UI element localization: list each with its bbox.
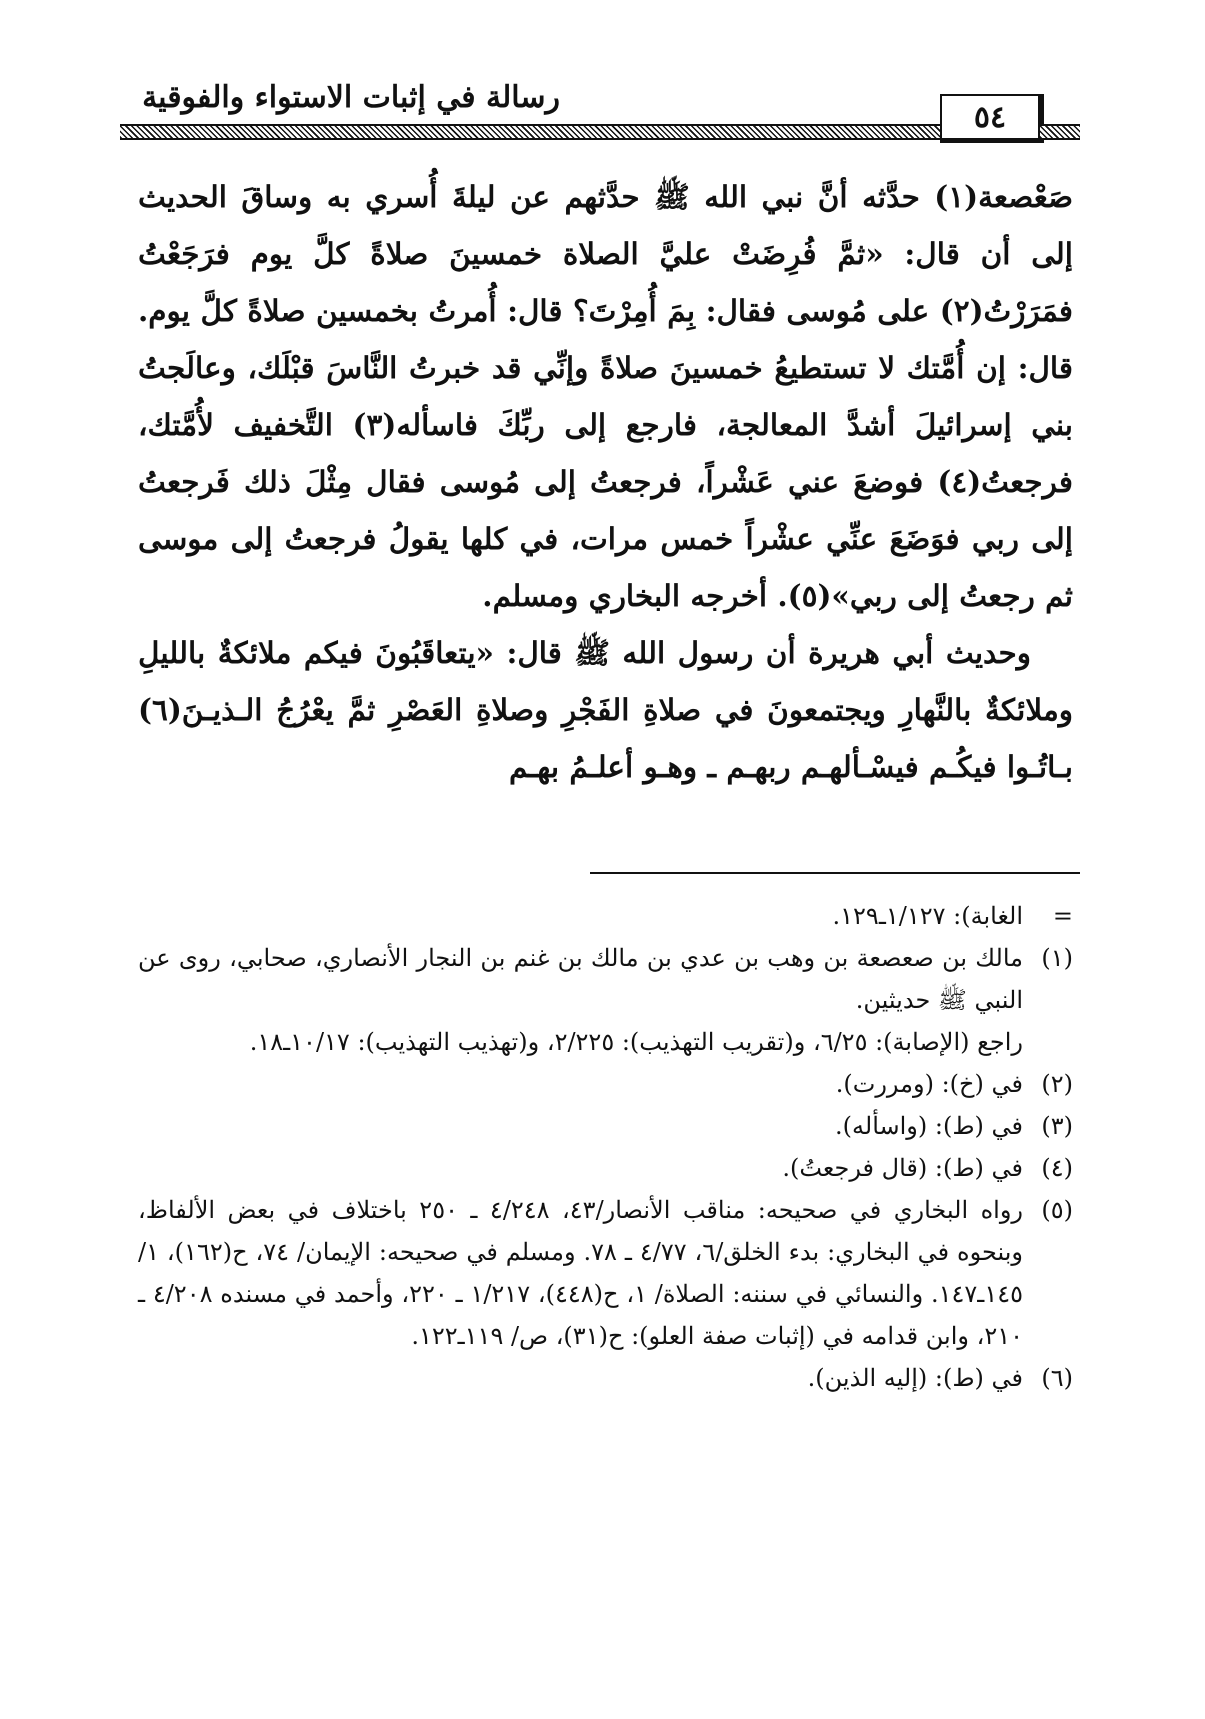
text-line: فَرجعتُ إلى ربي فوَضَعَ عنِّي عشْراً خمس مرات، في كلها يقولُ فرجعتُ إلى: [138, 464, 1073, 556]
text-line: وحديث أبي هريرة أن رسول الله ﷺ قال: «يتعاقَبُونَ فيكم ملائكةٌ: [217, 635, 1031, 670]
footnote-text: في (ط): (إليه الذين).: [807, 1364, 1023, 1392]
footnote-number: (١): [1041, 944, 1073, 972]
text-line: بالليلِ وملائكةٌ بالنَّهارِ ويجتمعونَ في صلاةِ الفَجْرِ وصلاةِ العَصْرِ ثمَّ يعْرُجُ: [138, 635, 1073, 727]
header-rule-right: [1040, 124, 1080, 140]
footnote-1-reference: [138, 1021, 1073, 1063]
footnote-text: راجع (الإصابة): ٦/٢٥، و(تقريب التهذيب): ٢/٢٢٥، و(تهذيب التهذيب): ١٠/١٧ـ١٨.: [249, 1028, 1023, 1056]
footnote-separator: [590, 872, 1080, 874]
footnote-4: [138, 1147, 1073, 1189]
footnote-2: [138, 1063, 1073, 1105]
footnote-number: (٢): [1041, 1070, 1073, 1098]
footnotes: [138, 895, 1073, 1399]
footnote-text: في (ط): (واسأله).: [835, 1112, 1023, 1140]
footnote-number: (٣): [1041, 1112, 1073, 1140]
text-line: وعالَجتُ بني إسرائيلَ أشدَّ المعالجة، فارجع إلى ربِّكَ فاسأله(٣) التَّخفيف: [138, 350, 1073, 442]
footnote-text: في (خ): (ومررت).: [835, 1070, 1023, 1098]
text-line: موسى ثم رجعتُ إلى ربي»(٥). أخرجه البخاري ومسلم.: [138, 521, 1073, 613]
text-line: يوم. قال: إن أُمَّتك لا تستطيعُ خمسينَ صلاةً وإنِّي قد خبرتُ النَّاسَ قبْلَك،: [138, 293, 1073, 385]
text-line: فمَرَرْتُ(٢) على مُوسى فقال: بِمَ أُمِرْتَ؟ قال: أُمرتُ بخمسين صلاةً كلَّ: [200, 293, 1073, 328]
header-rule-left: [120, 124, 940, 140]
text-line: صَعْصعة(١) حدَّثه أنَّ نبي الله ﷺ حدَّثهم عن ليلةَ أُسري به وساقَ الحديث: [138, 179, 1073, 214]
text-line: لأُمَّتك، فرجعتُ(٤) فوضعَ عني عَشْراً، فرجعتُ إلى مُوسى فقال مِثْلَ ذلك: [138, 407, 1073, 499]
text-line: الـذيـنَ(٦) بـاتُـوا فيكُـم فيسْـألهـم ربهـم ـ وهـو أعلـمُ بهـم: [138, 692, 1073, 784]
main-text: [138, 168, 1073, 795]
footnote-text: في (ط): (قال فرجعتُ).: [782, 1154, 1023, 1182]
footnote-continuation: [138, 895, 1073, 937]
text-line: إلى أن قال: «ثمَّ فُرِضَتْ عليَّ الصلاة خمسينَ صلاةً كلَّ يوم فرَجَعْتُ: [138, 236, 1073, 271]
footnote-text: رواه البخاري في صحيحه: مناقب الأنصار/٤٣، ٤/٢٤٨ ـ ٢٥٠ باختلاف في بعض الألفاظ، وبنحوه في البخاري: بدء الخلق/٦، ٤/٧٧ ـ ٧٨. ومسلم في صحيحه: الإيمان/ ٧٤، ح(١٦٢)، ١/ ١٤٥ـ١٤٧. والنسائي في سننه: الصلاة/ ١، ح(٤٤٨)، ١/٢١٧ ـ ٢٢٠، وأحمد في مسنده ٤/٢٠٨ ـ ٢١٠، وابن قدامه في (إثبات صفة العلو): ح(٣١)، ص/ ١١٩ـ١٢٢.: [138, 1196, 1024, 1350]
footnote-6: [138, 1357, 1073, 1399]
paragraph-2: [138, 624, 1073, 795]
footnote-number: (٥): [1041, 1196, 1073, 1224]
page-header: [120, 80, 1080, 150]
footnote-text: الغابة): ١/١٢٧ـ١٢٩.: [832, 902, 1023, 930]
footnote-text: مالك بن صعصعة بن وهب بن عدي بن مالك بن غنم بن النجار الأنصاري، صحابي، روى عن النبي ﷺ حديثين.: [138, 944, 1023, 1014]
footnote-number: (٦): [1041, 1364, 1073, 1392]
footnote-3: [138, 1105, 1073, 1147]
page-number: ٥٤: [940, 94, 1044, 143]
paragraph-1: [138, 168, 1073, 624]
continuation-mark: =: [1052, 902, 1073, 930]
footnote-1: [138, 937, 1073, 1021]
footnote-number: (٤): [1041, 1154, 1073, 1182]
footnote-5: [138, 1189, 1073, 1357]
running-title: رسالة في إثبات الاستواء والفوقية: [142, 80, 560, 115]
